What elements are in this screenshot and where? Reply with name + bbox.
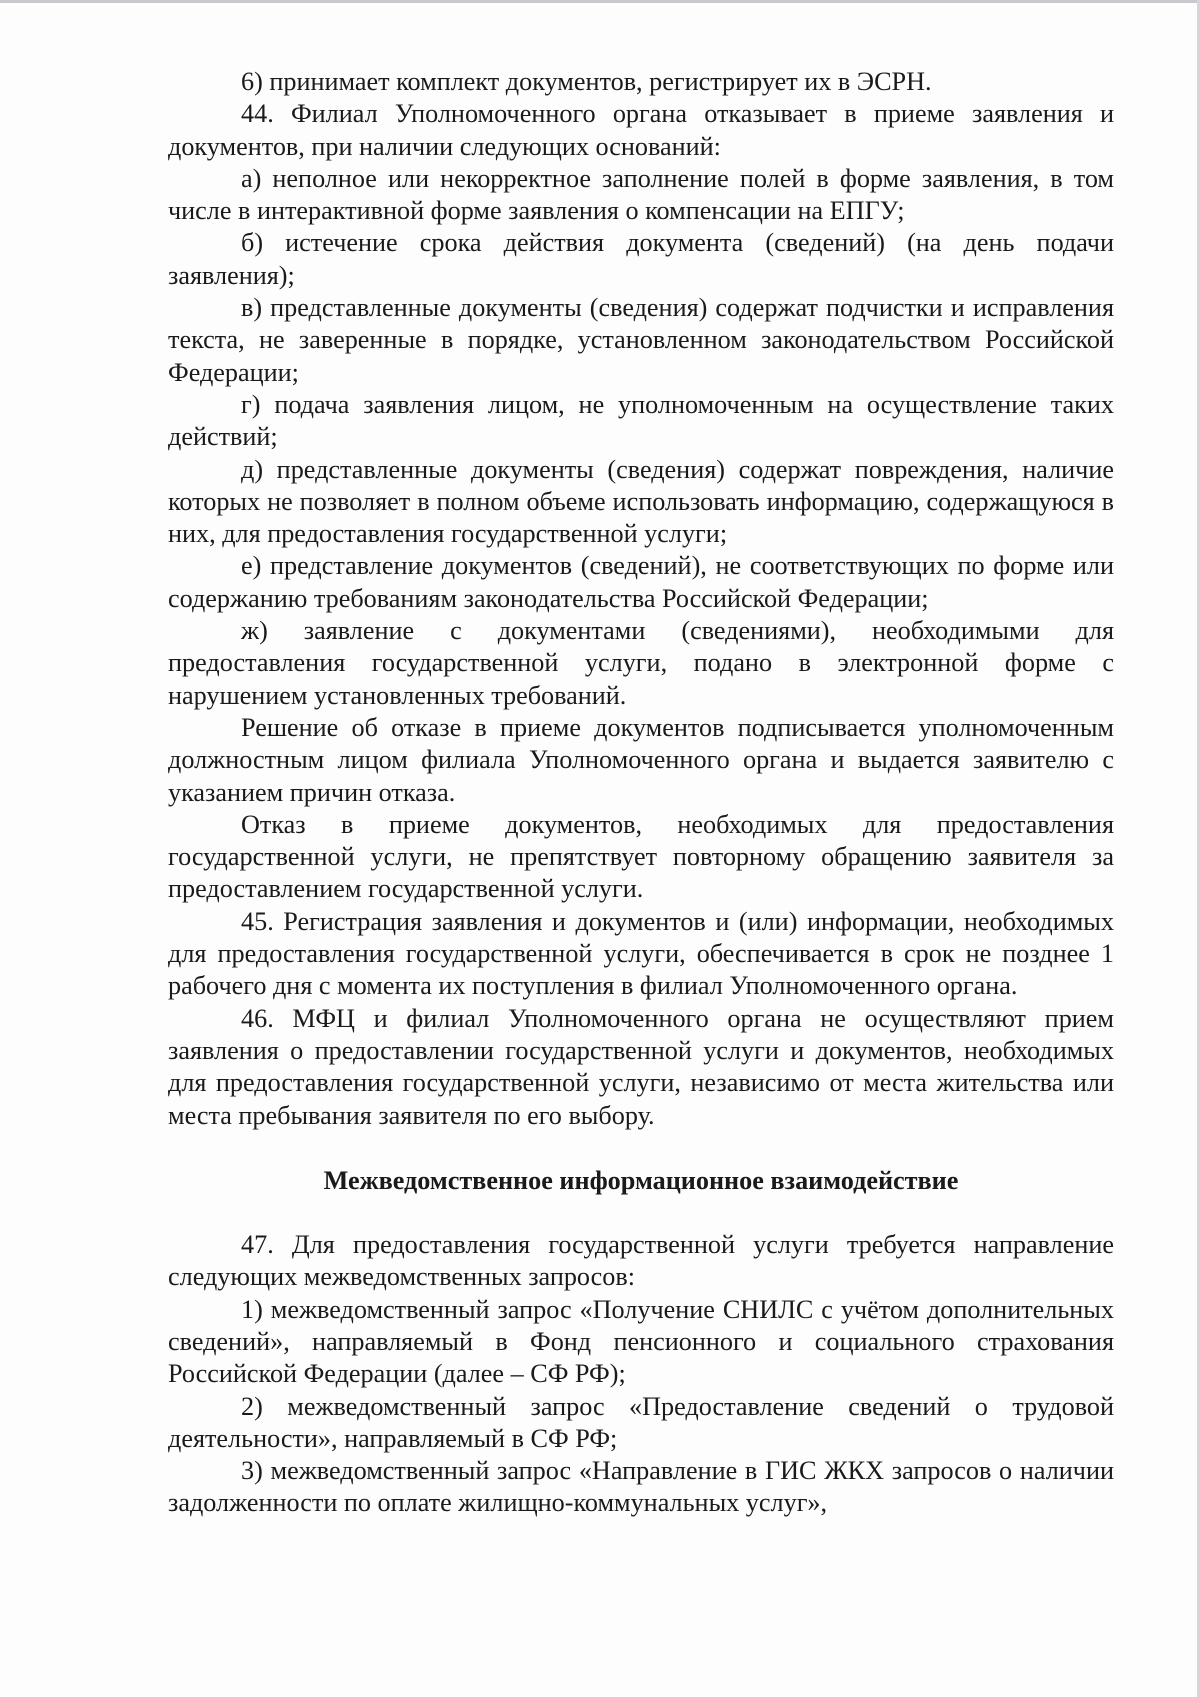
paragraph-clause-44-v: в) представленные документы (сведения) содержат подчистки и исправления текста, не заверенные в порядке, установленном законодательством Российской Федерации; (168, 293, 1114, 387)
paragraph-request-3: 3) межведомственный запрос «Направление в ГИС ЖКХ запросов о наличии задолженности по оплате жилищно-коммунальных услуг», (168, 1456, 1114, 1518)
paragraph-clause-45: 45. Регистрация заявления и документов и (или) информации, необходимых для предоставления государственной услуги, обеспечивается в срок не позднее 1 рабочего дня с момента их поступления в филиал Уполномоченного органа. (168, 906, 1114, 1001)
paragraph-clause-47: 47. Для предоставления государственной услуги требуется направление следующих межведомственных запросов: (168, 1230, 1114, 1292)
paragraph-clause-44-d: д) представленные документы (сведения) содержат повреждения, наличие которых не позволяет в полном объеме использовать информацию, содержащуюся в них, для предоставления государственной услуги; (168, 454, 1114, 549)
paragraph-request-2: 2) межведомственный запрос «Предоставление сведений о трудовой деятельности», направляемый в СФ РФ; (168, 1391, 1114, 1453)
paragraph-clause-44-e: е) представление документов (сведений), не соответствующих по форме или содержанию требованиям законодательства Российской Федерации; (168, 551, 1114, 613)
paragraph-clause-44: 44. Филиал Уполномоченного органа отказывает в приеме заявления и документов, при наличии следующих оснований: (168, 99, 1114, 161)
paragraph-refusal-no-obstacle: Отказ в приеме документов, необходимых для предоставления государственной услуги, не препятствует повторному обращению заявителя за предоставлением государственной услуги. (168, 809, 1114, 904)
paragraph-clause-44-a: а) неполное или некорректное заполнение полей в форме заявления, в том числе в интерактивной форме заявления о компенсации на ЕПГУ; (168, 163, 1114, 226)
scan-edge-top (0, 0, 1200, 3)
paragraph-clause-44-b: б) истечение срока действия документа (сведений) (на день подачи заявления); (168, 228, 1114, 290)
paragraph-clause-46: 46. МФЦ и филиал Уполномоченного органа не осуществляют прием заявления о предоставлении государственной услуги и документов, необходимых для предоставления государственной услуги, независимо от места жительства или места пребывания заявителя по его выбору. (168, 1003, 1114, 1130)
paragraph-request-1: 1) межведомственный запрос «Получение СНИЛС с учётом дополнительных сведений», направляемый в Фонд пенсионного и социального страхования Российской Федерации (далее – СФ РФ); (168, 1294, 1114, 1389)
paragraph-item-6: 6) принимает комплект документов, регистрирует их в ЭСРН. (241, 67, 932, 96)
section-heading: Межведомственное информационное взаимодействие (323, 1165, 959, 1195)
paragraph-clause-44-g: г) подача заявления лицом, не уполномоченным на осуществление таких действий; (168, 389, 1114, 452)
paragraph-clause-44-zh: ж) заявление с документами (сведениями), необходимыми для предоставления государственной услуги, подано в электронной форме с нарушением установленных требований. (168, 616, 1114, 710)
paragraph-refusal-decision: Решение об отказе в приеме документов подписывается уполномоченным должностным лицом филиала Уполномоченного органа и выдается заявителю с указанием причин отказа. (168, 712, 1114, 807)
document-body (168, 66, 1114, 1520)
